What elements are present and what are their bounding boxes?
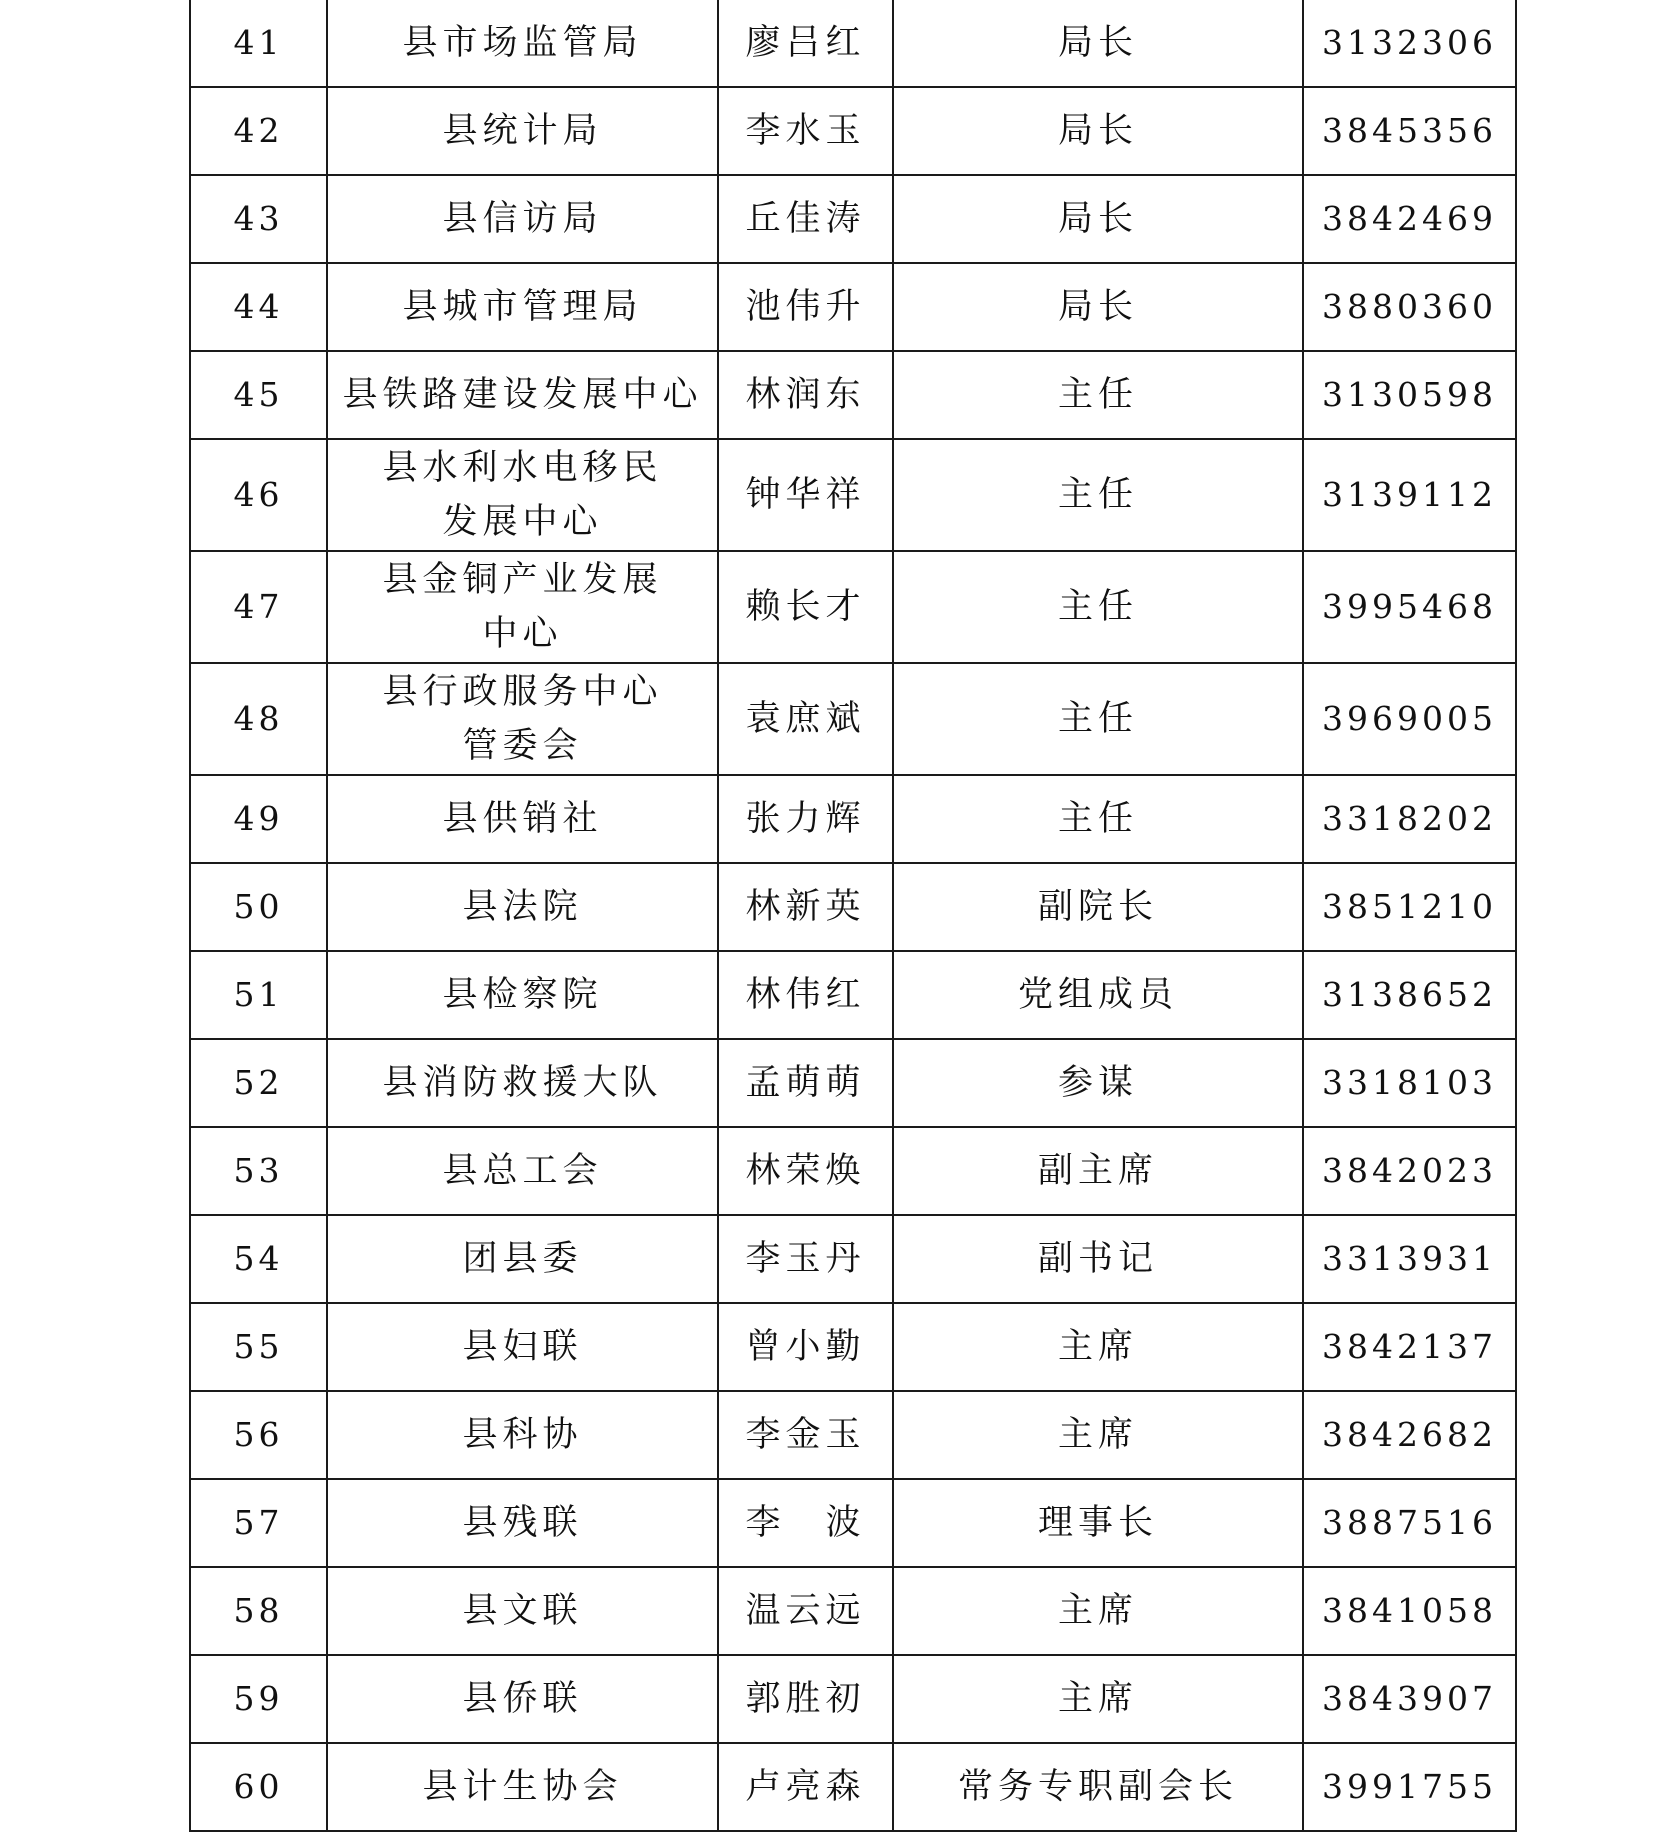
table-row [190, 1039, 1516, 1127]
unit-name [327, 1303, 718, 1391]
unit-name-line: 县科协 [462, 1415, 583, 1455]
phone-number: 3880360 [1303, 263, 1516, 351]
job-title: 主任 [893, 551, 1303, 663]
row-number: 41 [190, 0, 327, 87]
row-number: 58 [190, 1567, 327, 1655]
contact-name: 袁庶斌 [718, 663, 893, 775]
contact-name: 钟华祥 [718, 439, 893, 551]
contact-name: 郭胜初 [718, 1655, 893, 1743]
phone-number: 3841058 [1303, 1567, 1516, 1655]
unit-name-line: 县信访局 [442, 199, 603, 239]
unit-name [327, 1039, 718, 1127]
row-number: 56 [190, 1391, 327, 1479]
contact-table [189, 0, 1517, 1832]
row-number: 48 [190, 663, 327, 775]
table-row [190, 1479, 1516, 1567]
row-number: 54 [190, 1215, 327, 1303]
table-body [190, 0, 1516, 1831]
job-title: 常务专职副会长 [893, 1743, 1303, 1831]
unit-name [327, 551, 718, 663]
job-title: 主席 [893, 1655, 1303, 1743]
job-title: 局长 [893, 175, 1303, 263]
phone-number: 3842023 [1303, 1127, 1516, 1215]
row-number: 52 [190, 1039, 327, 1127]
row-number: 47 [190, 551, 327, 663]
unit-name-line: 县检察院 [442, 975, 603, 1015]
phone-number: 3845356 [1303, 87, 1516, 175]
row-number: 45 [190, 351, 327, 439]
phone-number: 3130598 [1303, 351, 1516, 439]
row-number: 49 [190, 775, 327, 863]
unit-name [327, 863, 718, 951]
contact-name: 卢亮森 [718, 1743, 893, 1831]
row-number: 51 [190, 951, 327, 1039]
unit-name-line: 县市场监管局 [402, 23, 643, 63]
unit-name [327, 1127, 718, 1215]
unit-name [327, 951, 718, 1039]
contact-name: 张力辉 [718, 775, 893, 863]
table-row [190, 1303, 1516, 1391]
unit-name [327, 1655, 718, 1743]
unit-name [327, 351, 718, 439]
unit-name-line: 县法院 [462, 887, 583, 927]
phone-number: 3887516 [1303, 1479, 1516, 1567]
unit-name-line: 县侨联 [462, 1679, 583, 1719]
table-row [190, 1215, 1516, 1303]
unit-name-line: 县城市管理局 [402, 287, 643, 327]
phone-number: 3132306 [1303, 0, 1516, 87]
unit-name-line: 县妇联 [462, 1327, 583, 1367]
unit-name-line: 县行政服务中心 [382, 672, 663, 712]
row-number: 53 [190, 1127, 327, 1215]
unit-name-line: 县残联 [462, 1503, 583, 1543]
job-title: 副主席 [893, 1127, 1303, 1215]
row-number: 43 [190, 175, 327, 263]
table-row [190, 439, 1516, 551]
table-row [190, 351, 1516, 439]
contact-name: 李 波 [718, 1479, 893, 1567]
row-number: 44 [190, 263, 327, 351]
job-title: 主席 [893, 1391, 1303, 1479]
phone-number: 3969005 [1303, 663, 1516, 775]
job-title: 参谋 [893, 1039, 1303, 1127]
job-title: 主席 [893, 1303, 1303, 1391]
table-row [190, 87, 1516, 175]
unit-name-line: 县总工会 [442, 1151, 603, 1191]
unit-name [327, 87, 718, 175]
table-row [190, 0, 1516, 87]
job-title: 副院长 [893, 863, 1303, 951]
job-title: 局长 [893, 0, 1303, 87]
phone-number: 3991755 [1303, 1743, 1516, 1831]
unit-name [327, 663, 718, 775]
contact-name: 孟萌萌 [718, 1039, 893, 1127]
contact-name: 廖吕红 [718, 0, 893, 87]
unit-name-line: 团县委 [462, 1239, 583, 1279]
unit-name [327, 1479, 718, 1567]
job-title: 主任 [893, 439, 1303, 551]
table-row [190, 1391, 1516, 1479]
row-number: 50 [190, 863, 327, 951]
unit-name [327, 439, 718, 551]
phone-number: 3318202 [1303, 775, 1516, 863]
job-title: 理事长 [893, 1479, 1303, 1567]
contact-name: 温云远 [718, 1567, 893, 1655]
contact-name: 林新英 [718, 863, 893, 951]
table-row [190, 551, 1516, 663]
unit-name [327, 175, 718, 263]
phone-number: 3138652 [1303, 951, 1516, 1039]
unit-name-line: 县计生协会 [422, 1767, 623, 1807]
table-row [190, 1127, 1516, 1215]
contact-name: 林荣焕 [718, 1127, 893, 1215]
unit-name [327, 1567, 718, 1655]
unit-name-line: 县消防救援大队 [382, 1063, 663, 1103]
job-title: 党组成员 [893, 951, 1303, 1039]
table-row [190, 775, 1516, 863]
table-row [190, 175, 1516, 263]
unit-name-line: 县供销社 [442, 799, 603, 839]
row-number: 46 [190, 439, 327, 551]
table-row [190, 1655, 1516, 1743]
table-row [190, 951, 1516, 1039]
row-number: 57 [190, 1479, 327, 1567]
job-title: 局长 [893, 263, 1303, 351]
unit-name [327, 775, 718, 863]
unit-name-line: 中心 [482, 614, 563, 654]
phone-number: 3995468 [1303, 551, 1516, 663]
contact-name: 李金玉 [718, 1391, 893, 1479]
phone-number: 3318103 [1303, 1039, 1516, 1127]
unit-name-line: 县铁路建设发展中心 [342, 375, 703, 415]
phone-number: 3313931 [1303, 1215, 1516, 1303]
phone-number: 3843907 [1303, 1655, 1516, 1743]
contact-name: 赖长才 [718, 551, 893, 663]
unit-name-line: 县金铜产业发展 [382, 560, 663, 600]
phone-number: 3842682 [1303, 1391, 1516, 1479]
unit-name [327, 0, 718, 87]
job-title: 主任 [893, 663, 1303, 775]
phone-number: 3851210 [1303, 863, 1516, 951]
row-number: 55 [190, 1303, 327, 1391]
job-title: 局长 [893, 87, 1303, 175]
unit-name [327, 1743, 718, 1831]
job-title: 副书记 [893, 1215, 1303, 1303]
phone-number: 3139112 [1303, 439, 1516, 551]
contact-name: 林润东 [718, 351, 893, 439]
row-number: 42 [190, 87, 327, 175]
contact-name: 李水玉 [718, 87, 893, 175]
job-title: 主任 [893, 351, 1303, 439]
unit-name [327, 1215, 718, 1303]
contact-name: 丘佳涛 [718, 175, 893, 263]
table-row [190, 263, 1516, 351]
table-row [190, 1743, 1516, 1831]
row-number: 59 [190, 1655, 327, 1743]
unit-name-line: 管委会 [462, 726, 583, 766]
row-number: 60 [190, 1743, 327, 1831]
contact-name: 池伟升 [718, 263, 893, 351]
unit-name-line: 县统计局 [442, 111, 603, 151]
unit-name-line: 县水利水电移民 [382, 448, 663, 488]
unit-name-line: 县文联 [462, 1591, 583, 1631]
phone-number: 3842469 [1303, 175, 1516, 263]
table-row [190, 1567, 1516, 1655]
unit-name [327, 1391, 718, 1479]
table-row [190, 663, 1516, 775]
contact-name: 曾小勤 [718, 1303, 893, 1391]
job-title: 主席 [893, 1567, 1303, 1655]
unit-name [327, 263, 718, 351]
phone-number: 3842137 [1303, 1303, 1516, 1391]
contact-name: 林伟红 [718, 951, 893, 1039]
job-title: 主任 [893, 775, 1303, 863]
table-row [190, 863, 1516, 951]
contact-name: 李玉丹 [718, 1215, 893, 1303]
unit-name-line: 发展中心 [442, 502, 603, 542]
